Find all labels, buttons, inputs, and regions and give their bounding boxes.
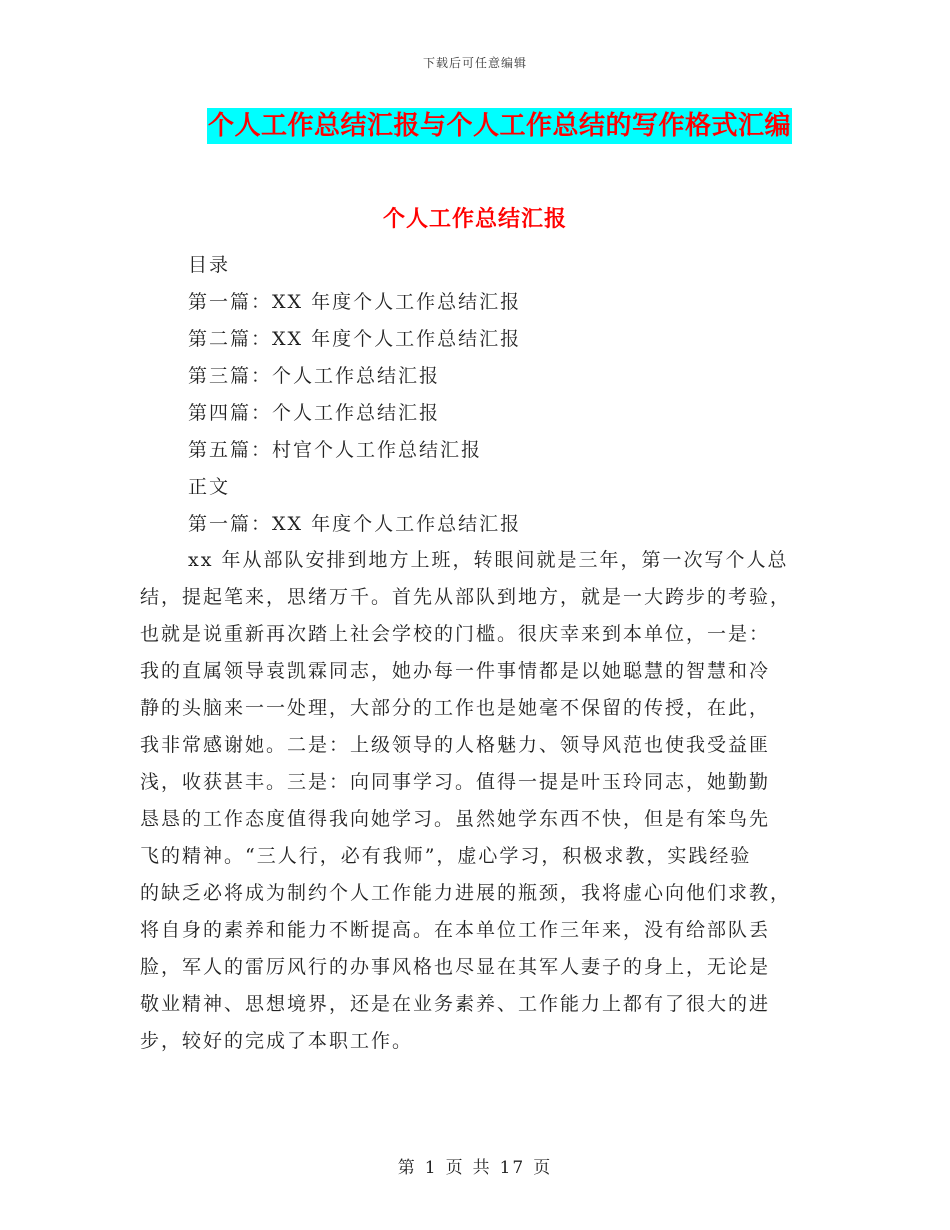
paragraph-line: 飞的精神。“三人行，必有我师”，虚心学习，积极求教，实践经验 <box>140 845 752 867</box>
paragraph-line: 步，较好的完成了本职工作。 <box>140 1030 414 1052</box>
document-title: 个人工作总结汇报与个人工作总结的写作格式汇编 <box>207 108 792 144</box>
paragraph-line: 将自身的素养和能力不断提高。在本单位工作三年来，没有给部队丢 <box>140 919 771 941</box>
paragraph-line: xx 年从部队安排到地方上班，转眼间就是三年，第一次写个人总 <box>188 549 789 571</box>
paragraph-line: 恳恳的工作态度值得我向她学习。虽然她学东西不快，但是有笨鸟先 <box>140 808 771 830</box>
body-heading: 正文 <box>188 476 231 498</box>
paragraph-line: 我的直属领导袁凯霖同志，她办每一件事情都是以她聪慧的智慧和冷 <box>140 660 771 682</box>
page-footer <box>0 1153 950 1178</box>
paragraph-line: 脸，军人的雷厉风行的办事风格也尽显在其军人妻子的身上，无论是 <box>140 956 771 978</box>
paragraph-line: 的缺乏必将成为制约个人工作能力进展的瓶颈，我将虚心向他们求教， <box>140 882 792 904</box>
document-title-container <box>207 108 792 144</box>
toc-item: 第三篇：个人工作总结汇报 <box>188 365 441 387</box>
paragraph-line: 结，提起笔来，思绪万千。首先从部队到地方，就是一大跨步的考验， <box>140 586 792 608</box>
footer-total-suffix: 页 <box>533 1158 553 1178</box>
footer-page-label: 页 <box>445 1158 465 1178</box>
paragraph-line: 我非常感谢她。二是：上级领导的人格魅力、领导风范也使我受益匪 <box>140 734 771 756</box>
header-note: 下载后可任意编辑 <box>422 56 527 70</box>
toc-item: 第四篇：个人工作总结汇报 <box>188 402 441 424</box>
footer-total-prefix: 共 <box>472 1158 492 1178</box>
paragraph-line: 敬业精神、思想境界，还是在业务素养、工作能力上都有了很大的进 <box>140 993 771 1015</box>
toc-item: 第二篇：XX 年度个人工作总结汇报 <box>188 328 522 350</box>
toc-heading: 目录 <box>188 254 231 276</box>
toc-item: 第一篇：XX 年度个人工作总结汇报 <box>188 291 522 313</box>
footer-page-prefix: 第 <box>397 1158 417 1178</box>
paragraph-line: 也就是说重新再次踏上社会学校的门槛。很庆幸来到本单位，一是： <box>140 623 771 645</box>
section-title: 个人工作总结汇报 <box>382 206 567 232</box>
paragraph-line: 浅，收获甚丰。三是：向同事学习。值得一提是叶玉玲同志，她勤勤 <box>140 771 771 793</box>
chapter-heading: 第一篇：XX 年度个人工作总结汇报 <box>188 513 522 535</box>
body-paragraph <box>140 545 810 1063</box>
table-of-contents <box>188 250 828 546</box>
paragraph-line: 静的头脑来一一处理，大部分的工作也是她毫不保留的传授，在此， <box>140 697 771 719</box>
footer-total-pages: 17 <box>499 1158 526 1178</box>
footer-page-number: 1 <box>424 1158 438 1178</box>
toc-item: 第五篇：村官个人工作总结汇报 <box>188 439 483 461</box>
